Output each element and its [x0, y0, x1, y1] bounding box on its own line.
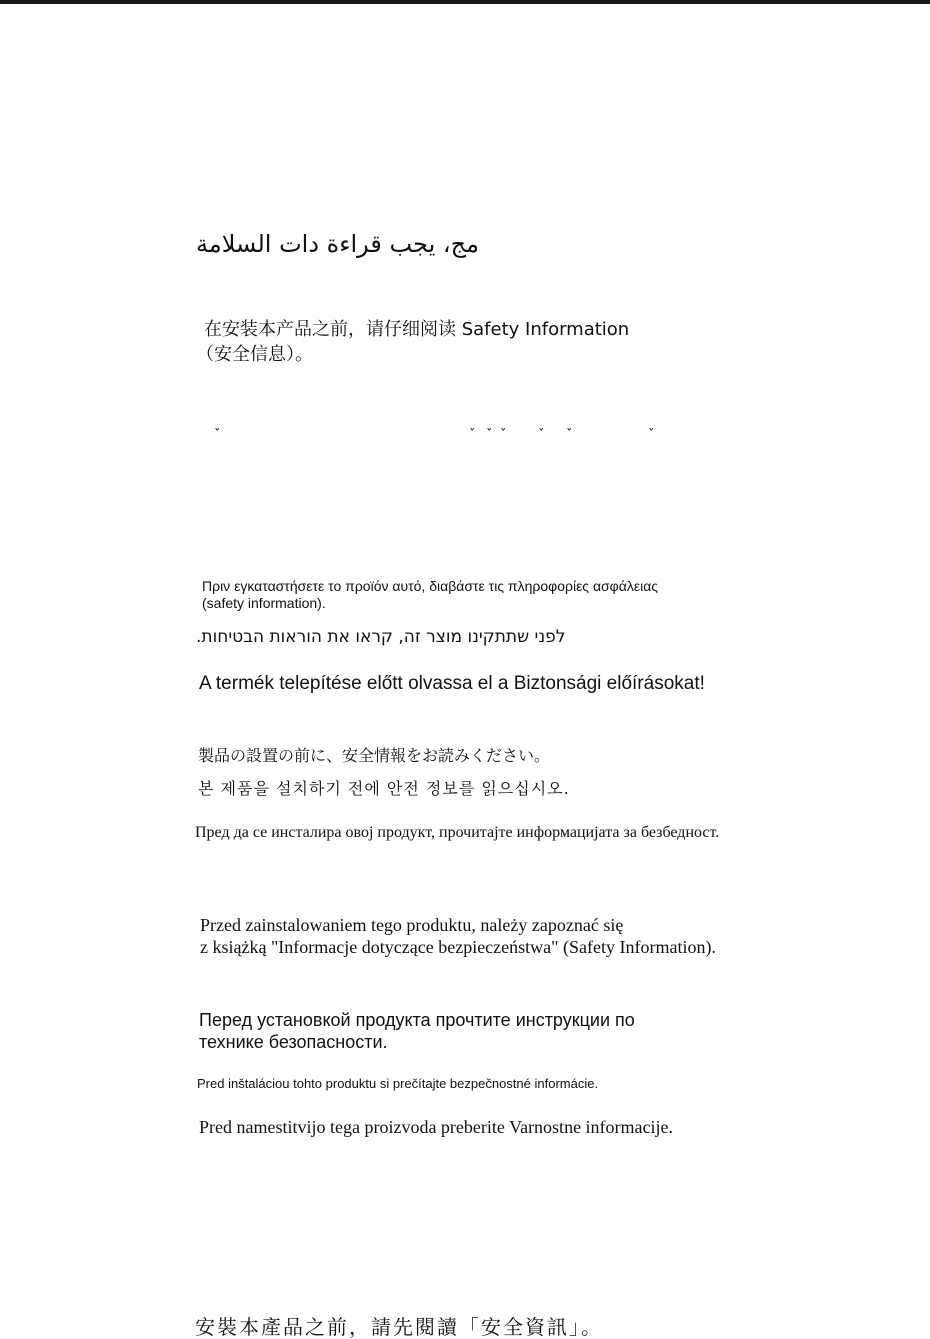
slovak-notice: Pred inštaláciou tohto produktu si prečítajte bezpečnostné informácie.	[197, 1076, 599, 1091]
top-rule	[0, 0, 930, 4]
greek-notice-line1: Πριν εγκαταστήσετε το προϊόν αυτό, διαβάστε τις πληροφορίες ασφάλειας	[202, 578, 659, 594]
russian-notice-line2: технике безопасности.	[199, 1032, 388, 1052]
breve-mark: ˇ	[648, 428, 655, 443]
polish-notice-line1: Przed zainstalowaniem tego produktu, należy zapoznać się	[200, 915, 624, 935]
chinese-simplified-notice-line1: 在安装本产品之前，请仔细阅读 Safety Information	[204, 319, 630, 340]
arabic-notice: مج، يجب قراءة دات السلامة	[196, 230, 479, 258]
hebrew-notice: לפני שתתקינו מוצר זה, קראו את הוראות הבטיחות.	[196, 627, 566, 647]
breve-mark: ˇ	[469, 428, 476, 443]
stray-diacritic-marks	[200, 429, 660, 445]
hungarian-notice: A termék telepítése előtt olvassa el a Biztonsági előírásokat!	[199, 673, 705, 694]
chinese-traditional-notice: 安裝本產品之前，請先閱讀「安全資訊」。	[195, 1315, 603, 1339]
breve-mark: ˇ	[566, 428, 573, 443]
breve-mark: ˇ	[500, 428, 507, 443]
macedonian-notice: Пред да се инсталира овој продукт, прочитајте информацијата за безбедност.	[195, 824, 720, 841]
polish-notice-line2: z książką "Informacje dotyczące bezpieczeństwa" (Safety Information).	[200, 937, 716, 957]
chinese-simplified-notice-line2: （安全信息）。	[196, 344, 313, 365]
russian-notice-line1: Перед установкой продукта прочтите инструкции по	[199, 1010, 635, 1030]
japanese-notice: 製品の設置の前に、安全情報をお読みください。	[198, 746, 551, 765]
greek-notice-line2: (safety information).	[202, 595, 326, 611]
breve-mark: ˇ	[486, 428, 493, 443]
breve-mark: ˇ	[214, 428, 221, 443]
korean-notice: 본 제품을 설치하기 전에 안전 정보를 읽으십시오.	[198, 779, 570, 798]
breve-mark: ˇ	[538, 428, 545, 443]
slovenian-notice: Pred namestitvijo tega proizvoda preberite Varnostne informacije.	[199, 1117, 674, 1137]
